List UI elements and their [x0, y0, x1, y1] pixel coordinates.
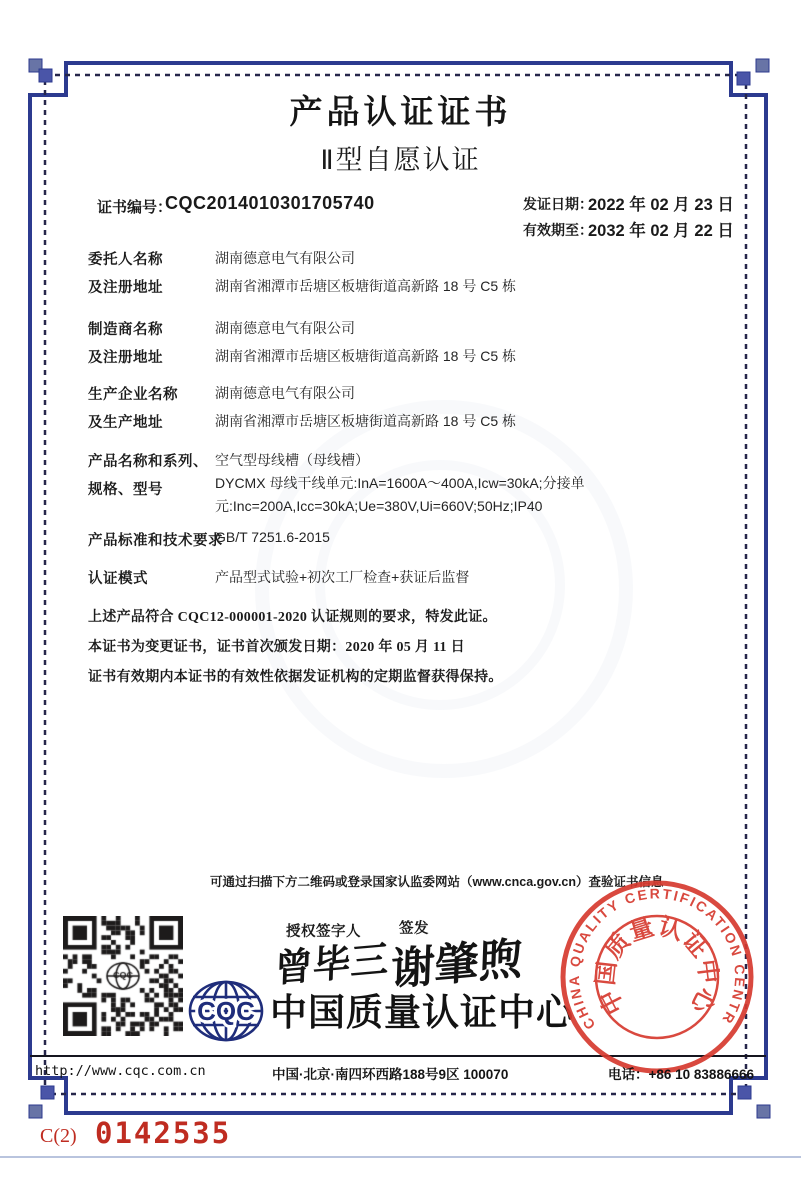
issue-date-value: 2022 年 02 月 23 日 — [588, 196, 734, 214]
statement-line-1: 上述产品符合 CQC12-000001-2020 认证规则的要求，特发此证。 — [88, 610, 497, 625]
seal-outer-ring — [563, 883, 751, 1071]
svg-text:中国质量认证中心 — [592, 913, 722, 1018]
factory-label-1: 生产企业名称 — [88, 387, 178, 403]
authorized-signatory-label: 授权签字人 — [286, 924, 361, 940]
factory-name: 湖南德意电气有限公司 — [215, 385, 355, 401]
page-subtitle: Ⅱ型自愿认证 — [320, 145, 481, 175]
org-name: 中国质量认证中心 — [270, 992, 574, 1033]
factory-label-2: 及生产地址 — [88, 415, 163, 431]
product-label-2: 规格、型号 — [88, 482, 163, 498]
valid-until-label: 有效期至： — [523, 224, 593, 239]
footer-url: http://www.cqc.com.cn — [35, 1063, 206, 1079]
seal-text-en: CHINA QUALITY CERTIFICATION CENTRE — [565, 885, 749, 1033]
valid-until-value: 2032 年 02 月 22 日 — [588, 222, 734, 240]
verify-note: 可通过扫描下方二维码或登录国家认监委网站（www.cnca.gov.cn）查验证书信息 — [210, 875, 664, 889]
footer-phone: 电话：+86 10 83886666 — [608, 1067, 754, 1082]
corner-square — [738, 1086, 751, 1099]
standard-label: 产品标准和技术要求 — [88, 533, 223, 549]
seal-text-cn: 中国质量认证中心 — [592, 913, 723, 1019]
statement-line-2: 本证书为变更证书，证书首次颁发日期：2020 年 05 月 11 日 — [88, 640, 465, 655]
corner-square — [756, 59, 769, 72]
mode-label: 认证模式 — [88, 571, 148, 587]
applicant-address: 湖南省湘潭市岳塘区板塘街道高新路 18 号 C5 栋 — [215, 278, 517, 294]
official-seal — [553, 873, 761, 1081]
manufacturer-label-2: 及注册地址 — [88, 350, 163, 366]
issue-date-label: 发证日期： — [523, 198, 593, 213]
authorized-signature: 曾毕三 — [274, 935, 390, 991]
footer-address: 中国·北京·南四环西路188号9区 100070 — [272, 1067, 509, 1082]
applicant-label-2: 及注册地址 — [88, 280, 163, 296]
product-line-1: 空气型母线槽（母线槽） — [215, 452, 369, 468]
corner-square — [39, 69, 52, 82]
serial-number: 0142535 — [95, 1116, 232, 1150]
manufacturer-label-1: 制造商名称 — [88, 322, 163, 338]
product-line-3: 元:Inc=200A,Icc=30kA;Ue=380V,Ui=660V;50Hz;IP40 — [215, 498, 543, 514]
corner-square — [41, 1086, 54, 1099]
serial-prefix: C(2) — [40, 1125, 77, 1147]
factory-address: 湖南省湘潭市岳塘区板塘街道高新路 18 号 C5 栋 — [215, 413, 517, 429]
product-line-2: DYCMX 母线干线单元:InA=1600A～400A,Icw=30kA;分接单 — [215, 475, 585, 491]
mode-value: 产品型式试验+初次工厂检查+获证后监督 — [215, 569, 470, 585]
issuer-label: 签发 — [399, 921, 429, 937]
statement-line-3: 证书有效期内本证书的有效性依据发证机构的定期监督获得保持。 — [88, 670, 503, 685]
cert-no-value: CQC2014010301705740 — [165, 193, 375, 213]
applicant-label-1: 委托人名称 — [88, 252, 163, 268]
applicant-name: 湖南德意电气有限公司 — [215, 250, 355, 266]
manufacturer-address: 湖南省湘潭市岳塘区板塘街道高新路 18 号 C5 栋 — [215, 348, 517, 364]
page-title: 产品认证证书 — [289, 93, 512, 130]
cqc-logo — [186, 978, 266, 1044]
corner-square — [757, 1105, 770, 1118]
cqc-logo-text: CQC — [197, 996, 255, 1026]
product-label-1: 产品名称和系列、 — [88, 454, 208, 470]
corner-square — [29, 1105, 42, 1118]
cert-no-label: 证书编号： — [97, 200, 173, 216]
manufacturer-name: 湖南德意电气有限公司 — [215, 320, 355, 336]
issuer-signature: 谢肇煦 — [390, 933, 524, 996]
standard-value: GB/T 7251.6-2015 — [215, 529, 330, 545]
corner-square — [737, 72, 750, 85]
qr-code — [63, 916, 183, 1036]
